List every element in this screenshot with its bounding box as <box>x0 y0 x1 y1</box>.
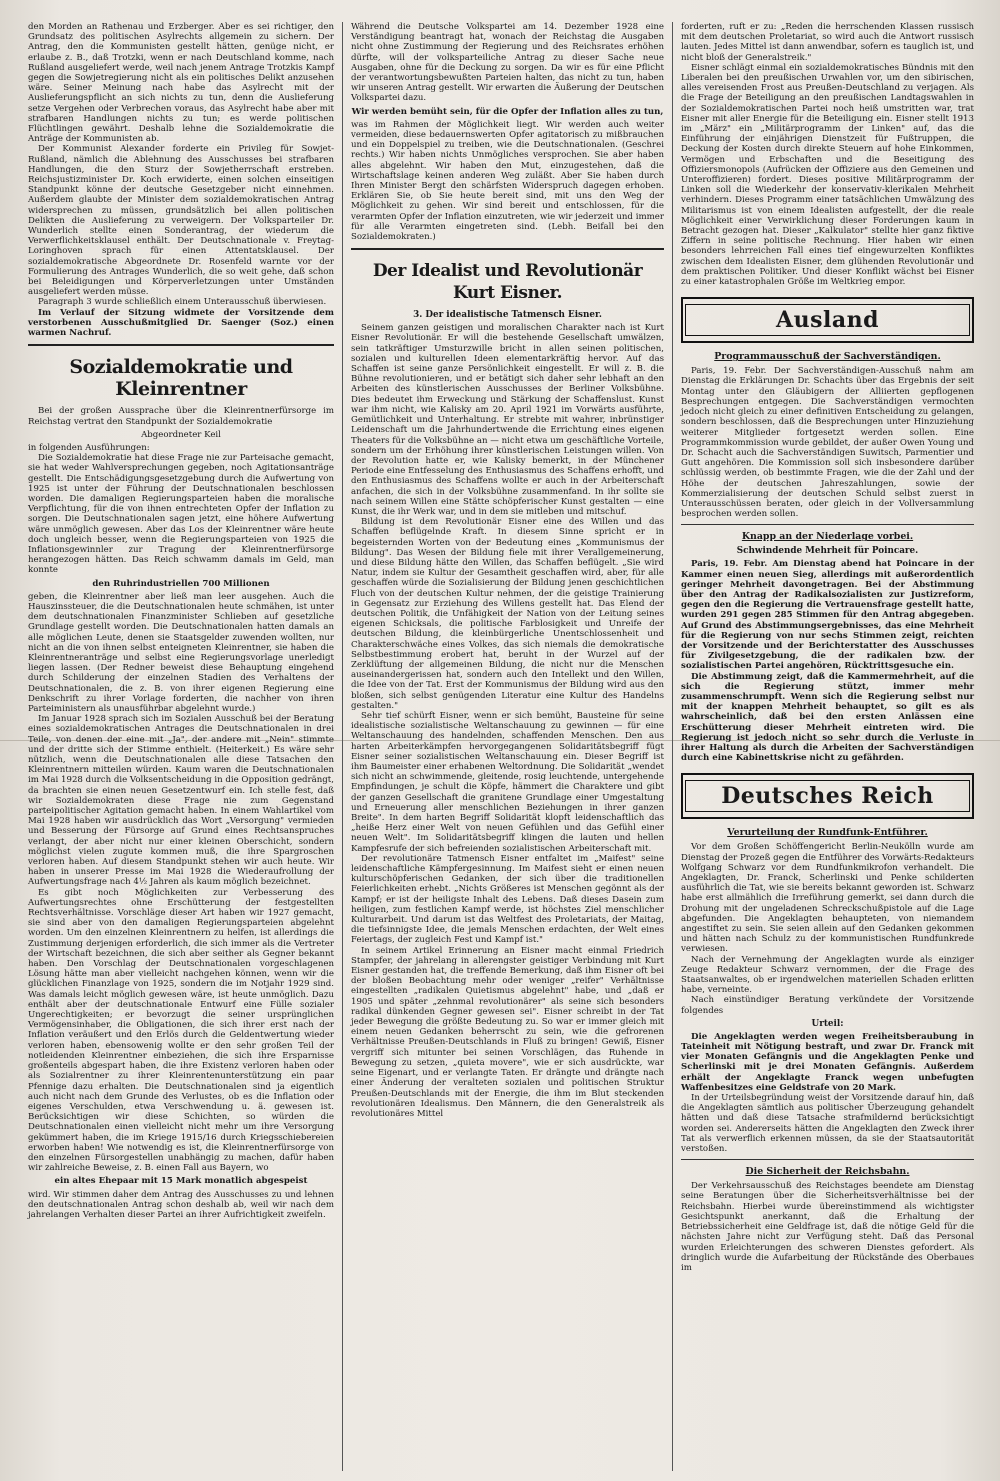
article-headline: Knapp an der Niederlage vorbei. <box>741 531 914 543</box>
article-intro: Bei der großen Aussprache über die Kleinrentnerfürsorge im Reichstag vertrat den Standpunkt der Sozialdemokratie <box>28 406 334 427</box>
article-text: forderten, ruft er zu: „Reden die herrschenden Klassen russisch mit dem deutschen Proletariat, so wird auch die Antwort russisch lauten. Jedes Mittel ist dann anwendbar, sofern es tauglich ist, und nicht bloß der Generalstreik." <box>681 22 974 63</box>
subheading: Wir werden bemüht sein, für die Opfer der Inflation alles zu tun, <box>351 106 664 117</box>
subheading: den Ruhrindustriellen 700 Millionen <box>92 578 270 589</box>
article-text: Während die Deutsche Volkspartei am 14. Dezember 1928 eine Verständigung beantragt hat, wonach der Reichstag die Ausgaben nicht ohne Zustimmung der Regierung und des Reichsrates erhöhen dürfte, will der volksparteiliche Antrag zu dieser Sache neue Ausgaben, ohne für die Deckung zu sorgen. Da wir es für eine Pflicht der verantwortungsbewußten Parteien halten, das nicht zu tun, haben wir unseren Antrag gestellt. Wir erwarten die Äußerung der Deutschen Volkspartei dazu. <box>351 22 664 104</box>
article-text: was im Rahmen der Möglichkeit liegt. Wir werden auch weiter vermeiden, diese bedauernswerten Opfer agitatorisch zu mißbrauchen und ein Doppelspiel zu treiben, wie die Deutschnationalen. (Geschrei rechts.) Wir haben nichts Unmögliches versprochen. Sie aber haben alles abgelehnt. Wir haben den Mut, einzugestehen, daß die Wirtschaftslage keinen anderen Weg zuläßt. Aber Sie haben durch Ihren Minister Bergt den schärfsten Widerspruch dagegen erhoben. Erklären Sie, ob Sie heute bereit sind, mit uns den Weg der Möglichkeit zu gehen. Wir sind bereit und entschlossen, für die verarmten Opfer der Inflation einzutreten, wie wir jederzeit und immer für alle Verarmten eingetreten sind. (Lebh. Beifall bei den Sozialdemokraten.) <box>351 119 664 243</box>
divider <box>681 1159 974 1160</box>
article-text: Nach einstündiger Beratung verkündete der Vorsitzende folgendes <box>681 995 974 1016</box>
article-text: In seinem Artikel Erinnerung an Eisner macht einmal Friedrich Stampfer, der jahrelang in allerengster geistiger Verbindung mit Kurt Eisner gestanden hat, die treffende Bemerkung, daß ihm Eisner oft bei der bloßen Beobachtung mehr oder weniger „reifer" Verhältnisse eingestellten „radikalen Quietismus abgelehnt" habe, und „daß er 1905 und später „zehnmal revolutionärer" als seine sich besonders radikal dünkenden Gegner gewesen sei". Eisner schreibt in der Tat jeder Bewegung die größte Bedeutung zu. So war er immer gleich mit einem neuen Gedanken beherrscht zu sein, wie die gefrorenen Verhältnisse Preußen-Deutschlands in Fluß zu bringen! Gewiß, Eisner vergriff sich mitunter bei seinen Vorschlägen, das Ruhende in Bewegung zu setzen, „quieta movere", wie er sich ausdrückte, war seine Eigenart, und er verlangte Taten. Er drängte und drängte nach einer Änderung der veralteten sozialen und politischen Struktur Preußen-Deutschlands mit der Energie, die ihm im Blut steckenden revolutionären Idealismus. Den Männern, die den Generalstreik als revolutionäres Mittel <box>351 945 664 1119</box>
article-text: Im Verlauf der Sitzung widmete der Vorsitzende dem verstorbenen Ausschußmitglied Dr. Saenger (Soz.) einen warmen Nachruf. <box>28 307 334 339</box>
article-text: Der revolutionäre Tatmensch Eisner entfaltet im „Maifest" seine leidenschaftliche Kämpfergesinnung. Im Maifest sieht er einen neuen kulturschöpferischen Gedanken, der sich über die traditionellen Feierlichkeiten erhebt. „Nichts Größeres ist Menschen gegönnt als der Kampf; er ist der heiligste Inhalt des Lebens. Daß dieses Dasein zum heiligen, zum festlichen Kampf werde, ist höchstes Ziel menschlicher Kulturarbeit. Und darum ist das Weltfest des Proletariats, der Maitag, die tiefsinnigste Idee, die jemals Menschen erdachten, der Welt eines Feiertags, der zugleich Fest und Kampf ist." <box>351 853 664 946</box>
article-text: den Morden an Rathenau und Erzberger. Aber es sei richtiger, den Grundsatz des politischen Asylrechts allgemein zu sichern. Der Antrag, den die Kommunisten gestellt hätten, genüge nicht, er erlaube z. B., daß Trotzki, wenn er nach Deutschland komme, nach Rußland ausgeliefert werde, weil nach jenem Antrage Trotzkis Kampf gegen die Sowjetregierung nicht als ein politisches Delikt anzusehen wäre. Seiner Meinung nach habe das Asylrecht mit der Auslieferungspflicht an sich nichts zu tun, denn die Auslieferung setze Vergehen oder Verbrechen voraus, das Asylrecht habe aber mit strafbaren Handlungen nichts zu tun; es werde politischen Flüchtlingen gewährt. Deshalb lehne die Sozialdemokratie die Anträge der Kommunisten ab. <box>28 22 334 145</box>
section-heading-deutsches-reich: Deutsches Reich <box>681 773 974 819</box>
article-text: wird. Wir stimmen daher dem Antrag des Ausschusses zu und lehnen den deutschnationalen Antrag schon deshalb ab, weil wir nach dem jahrelangen Verhalten dieser Partei an ihrer Aufrichtigkeit zweifeln. <box>28 1189 334 1220</box>
article-text: Paris, 19. Febr. Der Sachverständigen-Ausschuß nahm am Dienstag die Erklärungen Dr. Schachts über das Ergebnis der seit Montag unter den Gläubigern der Alliierten gepflogenen Besprechungen entgegen. Die Sachverständigen vermochten jedoch nicht gleich zu einer definitiven Entscheidung zu gelangen, sondern beschlossen, daß die Besprechungen unter Hinzuziehung weiterer Mitglieder fortgesetzt werden sollen. Eine Programmkommission wurde gebildet, der außer Owen Young und Dr. Schacht auch die Sachverständigen Suwitsch, Parmentier und Gutt angehören. Die Kommission soll sich insbesondere darüber schlüssig werden, ob bestimmte Fragen, wie die der Zahl und der Höhe der deutschen Jahreszahlungen, sowie der Kommerzialisierung der deutschen Schuld selbst zuerst in Unterausschüssen beraten, oder gleich in der Vollversammlung besprochen werden sollen. <box>681 366 974 520</box>
article-text: geben, die Kleinrentner aber ließ man leer ausgehen. Auch die Hauszinssteuer, die die Deutschnationalen heute schmähen, ist unter dem deutschnationalen Finanzminister Schlieben auf gesetzliche Grundlage gestellt worden. Die Deutschnationalen hatten damals an alle möglichen Leute, denen sie Staatsgelder zuwenden wollten, nur nicht an die von ihnen selbst enteigneten Kleinrentner, sie haben die Kleinrentneranträge und selbst eine Regierungsvorlage unerledigt liegen lassen. (Der Redner beweist diese Behauptung eingehend durch Schilderung der einzelnen Stadien des Verhaltens der Deutschnationalen, die z. B. von ihrer eigenen Regierung eine Denkschrift zu ihrer Vorlage forderten, die nachher von ihren Parteiministern als unausführbar abgelehnt wurde.) <box>28 591 334 714</box>
columns <box>20 22 982 1471</box>
divider <box>28 344 334 346</box>
article-text: Die Abstimmung zeigt, daß die Kammermehrheit, auf die sich die Regierung stützt, immer mehr zusammenschrumpft. Wenn sich die Regierung selbst nur mit der knappen Mehrheit behauptet, so gilt es als wahrscheinlich, daß bei den ersten Anlässen eine Erschütterung dieser Mehrheit eintreten wird. Die Regierung ist jedoch nicht so sehr durch die Verluste in ihrer Haltung als durch die Arbeiten der Sachverständigen durch eine Kabinettskrise nicht zu gefährden. <box>681 671 974 764</box>
article-text: Paragraph 3 wurde schließlich einem Unterausschuß überwiesen. <box>38 297 327 308</box>
divider <box>681 524 974 525</box>
article-text: Nach der Vernehmung der Angeklagten wurde als einziger Zeuge Redakteur Schwarz vernommen, der die Frage des Staatsanwaltes, ob er irgendwelchen materiellen Schaden erlitten habe, verneinte. <box>681 954 974 996</box>
article-headline: Verurteilung der Rundfunk-Entführer. <box>727 827 928 839</box>
article-headline: Die Sicherheit der Reichsbahn. <box>745 1166 910 1178</box>
article-text: In der Urteilsbegründung weist der Vorsitzende darauf hin, daß die Angeklagten sämtlich aus politischer Überzeugung gehandelt hätten und daß diese Tatsache strafmildernd berücksichtigt worden sei. Andererseits hätten die Angeklagten den Zweck ihrer Tat als verwerflich erkennen müssen, da sie der Staatsautorität verstoßen. <box>681 1093 974 1155</box>
section-heading-ausland: Ausland <box>681 297 974 343</box>
article-text: Die Sozialdemokratie hat diese Frage nie zur Parteisache gemacht, sie hat weder Wahlversprechungen gegeben, noch Agitationsanträge gestellt. Die Entschädigungsgesetzgebung durch die Aufwertung von 1925 ist unter der Führung der Deutschnationalen beschlossen worden. Die damaligen Regierungsparteien haben die moralische Verpflichtung, für die von ihnen entrechteten Opfer der Inflation zu sorgen. Die Deutschnationalen sagen jetzt, eine höhere Aufwertung wäre unmöglich gewesen. Aber das Los der Kleinrentner wäre heute doch ungleich besser, wenn die Regierungsparteien von 1925 die Inflationsgewinnler zur Tragung der Kleinrentnerfürsorge herangezogen hätten. Das Reich schwamm damals im Geld, man konnte <box>28 453 334 576</box>
column-1 <box>20 22 342 1471</box>
column-2 <box>342 22 672 1471</box>
article-text: Vor dem Großen Schöffengericht Berlin-Neukölln wurde am Dienstag der Prozeß gegen die Entführer des Vorwärts-Redakteurs Wolfgang Schwarz vor dem Rundfunkmikrofon verhandelt. Die Angeklagten, Dr. Franck, Scherlinski und Penke schilderten ausführlich die Tat, wie sie bereits bekannt geworden ist. Schwarz habe erst allmählich die Irreführung gemerkt, sei dann durch die Drohung mit der ungeladenen Schreckschußpistole auf die Lage abgefunden. Die Angeklagten behaupteten, von niemandem angestiftet zu sein. Sie seien allein auf den Gedanken gekommen und hätten nach Schulz zu der kommunistischen Rundfunkrede verwiesen. <box>681 842 974 955</box>
article-text: Im Januar 1928 sprach sich im Sozialen Ausschuß bei der Beratung eines sozialdemokratischen Antrages die Deutschnationalen in drei Teile, von denen der eine mit „Ja", der andere mit „Nein" stimmte und der dritte sich der Stimme enthielt. (Heiterkeit.) Es wäre sehr nützlich, wenn die Deutschnationalen alle diese Tatsachen den Kleinrentnern mitteilen würden. Kaum waren die Deutschnationalen im Mai 1928 durch die Volksentscheidung in die Opposition gedrängt, da brachten sie einen neuen Gesetzentwurf ein. Ich stelle fest, daß wir Sozialdemokraten diese Frage nie zum Gegenstand parteipolitischer Agitation gemacht haben. In einem Wahlartikel vom Mai 1928 haben wir ausdrücklich das Wort „Versorgung" vermieden und Besserung der Fürsorge auf Grund eines Rechtsanspruches verlangt, der aber nicht nur einer kleinen Oberschicht, sondern möglichst vielen zugute kommen muß, die ihre Spargroschen verloren haben. Auf diesem Standpunkt stehen wir auch heute. Wir haben in unserer Presse im Mai 1928 die Wiederaufrollung der Aufwertungsfrage nach 4½ Jahren als kaum möglich bezeichnet. <box>28 714 334 888</box>
column-3 <box>672 22 982 1471</box>
article-text: in folgenden Ausführungen: <box>28 442 150 453</box>
subheadline: 3. Der idealistische Tatmensch Eisner. <box>413 310 602 321</box>
article-subheadline: Schwindende Mehrheit für Poincare. <box>736 546 919 557</box>
verdict-text: Die Angeklagten werden wegen Freiheitsberaubung in Tateinheit mit Nötigung bestraft, und zwar Dr. Franck mit vier Monaten Gefängnis und die Angeklagten Penke und Scherlinski mit je drei Monaten Gefängnis. Außerdem erhält der Angeklagte Franck wegen unbefugten Waffenbesitzes eine Geldstrafe von 20 Mark. <box>681 1031 974 1093</box>
divider <box>351 248 664 250</box>
article-text: Der Kommunist Alexander forderte ein Privileg für Sowjet-Rußland, nämlich die Ablehnung des Ausschusses bei strafbaren Handlungen, die den Sturz der Sowjetherrschaft erstreben. Reichsjustizminister Dr. Koch erwiderte, einen solchen einseitigen Standpunkt könne der deutsche Gesetzgeber nicht einnehmen. Außerdem glaubte der Minister dem sozialdemokratischen Antrag widersprechen zu müssen, grundsätzlich bei allen politischen Delikten die Auslieferung zu verweigern. Der Volksparteiler Dr. Wunderlich stellte einen Sonderantrag, der wiederum die Verwerflichkeitsklausel enthält. Der Deutschnationale v. Freytag-Loringhoven sprach für einen Attentatsklausel. Der sozialdemokratische Abgeordnete Dr. Rosenfeld warnte vor der Formulierung des Antrages Wunderlich, die so weit gehe, daß schon bei Beleidigungen und Körperverletzungen unter Umständen ausgeliefert werden müsse. <box>28 144 334 298</box>
article-text: Eisner schlägt einmal ein sozialdemokratisches Bündnis mit den Liberalen bei den preußischen Urwahlen vor, um den sibirischen, alles vereisenden Frost aus Preußen-Deutschland zu verjagen. Als die Frage der Beteiligung an den preußischen Landtagswahlen in der Sozialdemokratischen Partei noch heiß umstritten war, trat Eisner mit aller Energie für die Beteiligung ein. Eisner stellt 1913 im „März" ein „Militärprogramm der Linken" auf, das die Einführung der einjährigen Dienstzeit für Fußtruppen, die Deckung der Kosten durch direkte Steuern auf hohe Einkommen, Vermögen und Erbschaften und die Beseitigung des Offiziersmonopols (Aufrücken der Offiziere aus den Gemeinen und Unteroffizieren) fordert. Dieses positive Militärprogramm der Linken soll die Wiederkehr der konservativ-klerikalen Mehrheit verhindern. Dieses Programm einer tatsächlichen Umwälzung des Militarismus ist von einem Idealisten aufgestellt, der die reale Möglichkeit einer Verwirklichung dieser Forderungen kaum in Betracht gezogen hat. Dieser „Kalkulator" stellte hier ganz fiktive Ziffern in seine politische Rechnung. Hier haben wir einen besonders lehrreichen Fall eines tief eingewurzelten Konfliktes zwischen dem Idealisten Eisner, dem glühenden Revolutionär und dem praktischen Politiker. Und dieser Konflikt wächst bei Eisner zu einer katastrophalen Größe im Weltkrieg empor. <box>681 62 974 288</box>
speaker-name: Abgeordneter Keil <box>141 429 221 440</box>
subheading: ein altes Ehepaar mit 15 Mark monatlich abgespeist <box>54 1176 308 1187</box>
headline: Sozialdemokratie und Kleinrentner <box>69 356 293 401</box>
article-text: Der Verkehrsausschuß des Reichstages beendete am Dienstag seine Beratungen über die Sicherheitsverhältnisse bei der Reichsbahn. Hierbei wurde übereinstimmend als wichtigster Gesichtspunkt anerkannt, daß die Erhaltung der Betriebssicherheit eine Geldfrage ist, daß die nötige Geld für die nächsten Jahre nicht zur Verfügung steht. Daß das Personal wurden Erleichterungen des schweren Dienstes gefordert. Als dringlich wurde die Aufarbeitung der Rückstände des Oberbaues im <box>681 1181 974 1273</box>
article-text: Bildung ist dem Revolutionär Eisner eine des Willen und das Schaffen beflügelnde Kraft. In diesem Sinne spricht er in begeisternden Worten von der Bedeutung eines „Kommunismus der Bildung". Das Wesen der Bildung fiele mit ihrer Verallgemeinerung, und diese Bildung hätte den Willen, das Schaffen beflügelt. „Sie wird Natur, indem sie Kultur der Gesamtheit geschaffen wird, aber, für alle geschaffen würde die Sozialisierung der Bildung jenen geschichtlichen Fluch von der deutschen Kultur nehmen, der die geistige Trainierung in Gegensatz zur Erziehung des Willens gestellt hat. Das Elend der deutschen Politik, die Unfähigkeit der Nation von der Leitung seines eigenen Schicksals, die politische Farblosigkeit und Unreife der deutschen Bildung, die kleinbürgerliche Unentschlossenheit und Charakterschwäche eines Volkes, das sich niemals die demokratische Selbstbestimmung erobert hat, beruht in der Wurzel auf der Zerklüftung der allgemeinen Bildung, die nicht nur die Menschen auseinandergerissen hat, sondern auch den Intellekt und den Willen, die Idee von der Tat. Erst der Kommunismus der Bildung wird aus den bloßen, sich selbst genügenden Literatur eine Kultur des Handelns gestalten." <box>351 517 664 711</box>
article-headline: Programmausschuß der Sachverständigen. <box>714 351 941 363</box>
verdict-heading: Urteil: <box>811 1018 844 1029</box>
article-text: Sehr tief schürft Eisner, wenn er sich bemüht, Bausteine für seine idealistische sozialistische Weltanschauung zu gewinnen — für eine Weltanschauung des handelnden, schaffenden Menschen. Den aus harten Arbeiterkämpfen hervorgegangenen Solidaritätsbegriff fügt Eisner seiner sozialistischen Weltanschauung ein. Dieser Begriff ist ihm Baumeister einer erhabenen Weltordnung. Die Solidarität „wendet sich nicht an schwimmende, gleitende, rosig leuchtende, untergehende Empfindungen, je schult die Köpfe, hämmert die Charaktere und gibt der ganzen Gesellschaft die granitene Grundlage einer Umgestaltung und Erneuerung aller menschlichen Beziehungen in ihrer ganzen Breite". In dem harten Begriff Solidarität klopft leidenschaftlich das „heiße Herz einer Welt von neuen Gefühlen und das Gefühl einer neuen Welt". Im Solidaritätsbegriff klingen die lauten und hellen Kampfesrufe der sich befreienden sozialistischen Arbeiterschaft mit. <box>351 710 664 854</box>
headline: Der Idealist und Revolutionär Kurt Eisner. <box>372 261 643 304</box>
article-text: Seinem ganzen geistigen und moralischen Charakter nach ist Kurt Eisner Revolutionär. Er will die bestehende Gesellschaft umwälzen, sein tatkräftiger Umsturzwille bricht in allen seinen politischen, sozialen und kulturellen Ideen elementarkräftig hervor. Auf das Schaffen ist seine ganze Persönlichkeit eingestellt. Er will z. B. die Bühne revolutionieren, und er betätigt sich daher sehr lebhaft an den Arbeiten des künstlerischen Ausschusses der Berliner Volksbühne. Dies bedeutet ihm Erweckung und Stärkung der Schaffenslust. Kunst war ihm nicht, wie Kalisky am 20. April 1921 im Vorwärts ausführte, Gemütlichkeit und Unterhaltung. Er strebte mit wahrer, inbrünstiger Leidenschaft um die Jahrhundertwende die Errichtung eines eigenen Theaters für die Volksbühne an — nicht etwa um geschäftliche Vorteile, sondern um der Erhöhung ihrer künstlerischen Leistungen willen. Von der Revolution hatte er, wie Kalisky bemerkt, in der Münchener Periode eine Entfesselung des Enthusiasmus des Schaffens erhofft, und den Enthusiasmus des Schaffens wollte er auch in der Arbeiterschaft anfachen, die sich in der Volksbühne zusammenfand. In ihr sollte sie nach seinem Willen eine Stätte schöpferischer Kunst gestalten — eine Kunst, die ihr Werk war, und in dem sie mitleben und mitschuf. <box>351 323 664 517</box>
article-text: Paris, 19. Febr. Am Dienstag abend hat Poincare in der Kammer einen neuen Sieg, allerdings mit außerordentlich geringer Mehrheit davongetragen. Bei der Abstimmung über den Antrag der Radikalsozialisten zur Justizreform, gegen den die Regierung die Vertrauensfrage gestellt hatte, wurden 291 gegen 285 Stimmen für den Antrag abgegeben. Auf Grund des Abstimmungsergebnisses, das eine Mehrheit für die Regierung von nur sechs Stimmen zeigt, reichten der Vorsitzende und der Berichterstatter des Ausschusses für Zivilgesetzgebung, die der radikalen bzw. der sozialistischen Partei angehören, Rücktrittsgesuche ein. <box>681 559 974 672</box>
article-text: Es gibt noch Möglichkeiten zur Verbesserung des Aufwertungsrechtes ohne Erschütterung der festgestellten Rechtsverhältnisse. Vorschläge dieser Art haben wir 1927 gemacht, sie sind aber von den damaligen Regierungsparteien abgelehnt worden. Um den einzelnen Kleinrentnern zu helfen, ist allerdings die Zustimmung derjenigen erforderlich, die sich immer als die Vertreter der Wirtschaft bezeichnen, die sich aber seither als Gegner bekannt haben. Den Vorschlag der Deutschnationalen vorgeschlagenen Lösung hätte man aber vielleicht nachgehen können, wenn wir die glücklichen Finanzlage von 1925, sondern die im Notjahr 1929 sind. Was damals leicht möglich gewesen wäre, ist heute unmöglich. Dazu enthält aber der deutschnationale Entwurf eine Fülle sozialer Ungerechtigkeiten; er bevorzugt die seiner ursprünglichen Vermögensinhaber, die Obligationen, die sich ihrer erst nach der Inflation veräußert und den Erlös durch die Geldentwertung wieder verloren haben, ebensowenig wollte er den sehr großen Teil der notleidenden Kleinrentner einbeziehen, die sich ihre Ersparnisse großenteils abgespart haben, die ihre Existenz verloren haben oder als Sozialrentner zu ihrer Kleinrentenunterstützung ein paar Pfennige dazu erhalten. Die Deutschnationalen sind ja eigentlich auch nicht nach dem Grunde des Verlustes, ob es die Inflation oder eigenes Verschulden, etwa Verschwendung u. ä. gewesen ist. Berücksichtigen wir diese Schichten, so würden die Deutschnationalen einen vielleicht nicht mehr um ihre Versorgung gekümmert haben, die im Kriege 1915/16 durch Kriegsschiebereien erworben haben! Wie notwendig es ist, die Kleinrentnerfürsorge von den einzelnen Fürsorgestellen unabhängig zu machen, dafür haben wir zahlreiche Beweise, z. B. einen Fall aus Bayern, wo <box>28 887 334 1174</box>
